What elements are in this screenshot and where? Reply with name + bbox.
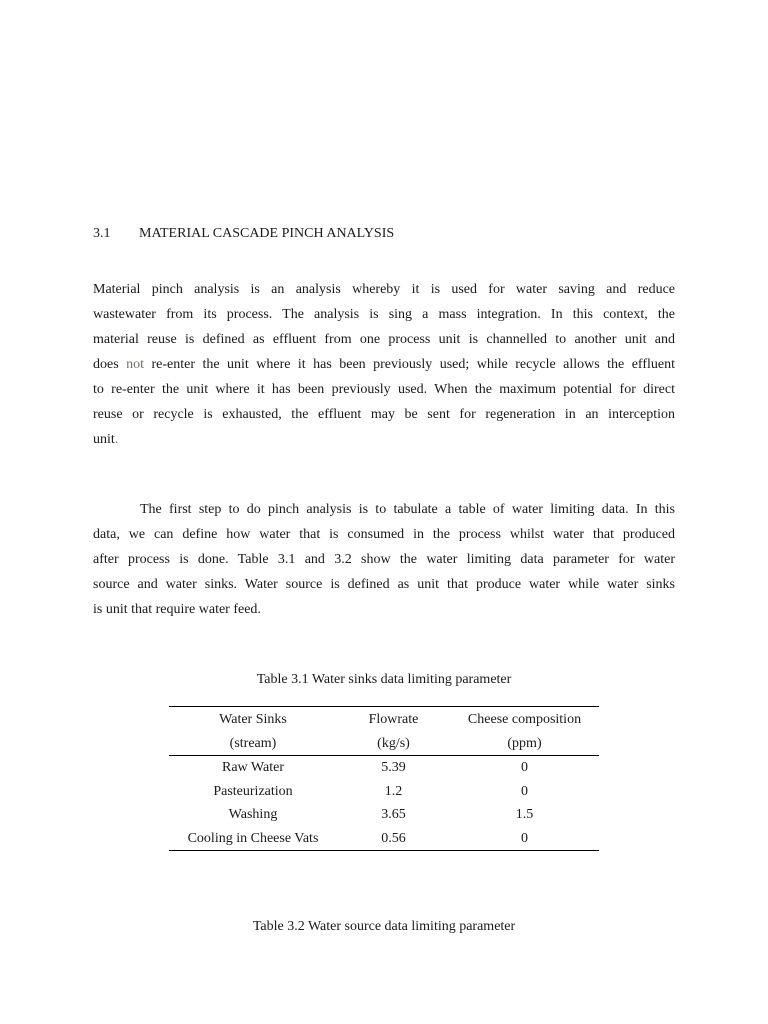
table-row [169,827,599,851]
table-row [169,756,599,780]
table-3-2-caption: Table 3.2 Water source data limiting parameter [252,919,516,934]
paragraph-line [93,352,675,377]
paragraph-line: reuse or recycle is exhausted, the effluent may be sent for regeneration in an interception [93,407,675,422]
paragraph-first-step [93,497,675,622]
column-header: Cheese composition [450,707,599,732]
section-heading [93,226,394,242]
column-unit: (kg/s) [337,732,450,756]
table-cell: 3.65 [381,807,406,822]
table-cell: 1.5 [515,807,534,822]
paragraph-line: material reuse is defined as effluent from one process unit is channelled to another unit and [93,332,675,347]
table-cell: Raw Water [222,760,284,775]
paragraph-material-pinch [93,277,675,452]
paragraph-line [93,427,675,452]
table-3-1-caption: Table 3.1 Water sinks data limiting parameter [256,672,512,687]
column-unit: (stream) [169,732,337,756]
table-row [169,803,599,827]
section-title: MATERIAL CASCADE PINCH ANALYSIS [139,226,395,241]
paragraph-line: source and water sinks. Water source is defined as unit that produce water while water sinks [93,577,675,592]
paragraph-line: to re-enter the unit where it has been previously used. When the maximum potential for direct [93,382,675,397]
table-row [169,780,599,804]
paragraph-line: wastewater from its process. The analysis is sing a mass integration. In this context, the [93,307,675,322]
table-cell: 0 [521,783,528,799]
paragraph-line: is unit that require water feed. [93,602,261,617]
table-cell: 5.39 [381,760,406,775]
section-number: 3.1 [93,226,111,241]
water-sinks-table [169,706,599,851]
paragraph-line: The first step to do pinch analysis is to tabulate a table of water limiting data. In this [140,502,675,517]
paragraph-line: Material pinch analysis is an analysis whereby it is used for water saving and reduce [93,282,675,297]
column-header: Water Sinks [169,707,337,732]
table-cell: Cooling in Cheese Vats [169,827,337,851]
table-cell: 1.2 [384,783,403,799]
table-cell: Washing [228,807,278,822]
text-run: unit [93,432,115,447]
text-run: does [93,357,127,372]
paragraph-line: after process is done. Table 3.1 and 3.2 show the water limiting data parameter for water [93,552,675,567]
table-cell: 0 [521,760,528,775]
table-cell: 0.56 [337,827,450,851]
table-cell: Pasteurization [213,783,293,799]
table-header-units-row [169,732,599,756]
table-header-row [169,707,599,732]
column-header: Flowrate [337,707,450,732]
text-run: re-enter the unit where it has been previously used; while recycle allows the effluent [144,357,675,372]
column-unit: (ppm) [450,732,599,756]
table-cell: 0 [450,827,599,851]
text-run-muted: not [126,357,145,372]
paragraph-line: data, we can define how water that is consumed in the process whilst water that produced [93,527,675,542]
text-run-muted: . [114,432,119,447]
